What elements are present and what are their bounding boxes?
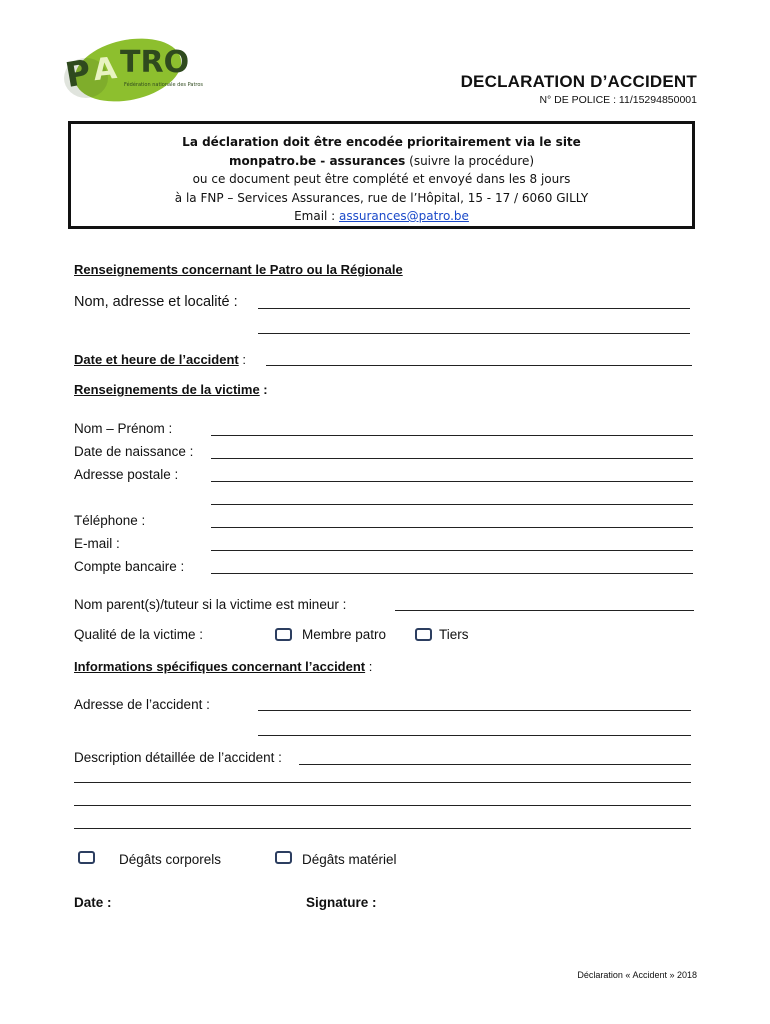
- victim-birth-field[interactable]: [211, 458, 693, 459]
- section-victim-text: Renseignements de la victime: [74, 382, 260, 397]
- police-number: N° DE POLICE : 11/15294850001: [539, 94, 697, 106]
- victim-email-field[interactable]: [211, 550, 693, 551]
- member-option-label: Membre patro: [302, 627, 387, 642]
- victim-address-label: Adresse postale :: [74, 467, 179, 482]
- member-checkbox[interactable]: [275, 628, 292, 641]
- parent-field[interactable]: [395, 610, 694, 611]
- notice-box: [68, 121, 695, 229]
- accident-date-label: [74, 352, 246, 367]
- victim-name-label: Nom – Prénom :: [74, 421, 173, 436]
- third-party-option-label: Tiers: [439, 627, 469, 642]
- description-field-2[interactable]: [74, 782, 691, 783]
- svg-text:TRO: TRO: [120, 45, 190, 80]
- section-accident-title: [74, 659, 372, 674]
- notice-site: monpatro.be - assurances: [228, 153, 406, 168]
- victim-address-field[interactable]: [211, 481, 693, 482]
- victim-bank-label: Compte bancaire :: [74, 559, 185, 574]
- accident-date-text: Date et heure de l’accident: [74, 352, 239, 367]
- patro-logo: [56, 34, 204, 106]
- notice-line-1: La déclaration doit être encodée prioritairement via le site: [182, 135, 581, 149]
- victim-email-label: E-mail :: [74, 536, 120, 551]
- section-patro-title: Renseignements concernant le Patro ou la Régionale: [74, 262, 403, 277]
- section-accident-colon: :: [365, 659, 373, 674]
- email-label: Email :: [294, 209, 340, 223]
- email-link[interactable]: assurances@patro.be: [339, 209, 469, 223]
- body-damage-label: Dégâts corporels: [119, 852, 222, 867]
- notice-line-4: à la FNP – Services Assurances, rue de l’Hôpital, 15 - 17 / 6060 GILLY: [174, 190, 589, 205]
- patro-name-label: Nom, adresse et localité :: [74, 294, 238, 310]
- notice-line-3: ou ce document peut être complété et envoyé dans les 8 jours: [192, 172, 571, 186]
- victim-address-field-2[interactable]: [211, 504, 693, 505]
- page-title: DECLARATION D’ACCIDENT: [460, 72, 697, 91]
- description-field-3[interactable]: [74, 805, 691, 806]
- patro-name-field-2[interactable]: [258, 333, 690, 334]
- patro-name-field[interactable]: [258, 308, 690, 309]
- third-party-checkbox[interactable]: [415, 628, 432, 641]
- victim-phone-field[interactable]: [211, 527, 693, 528]
- date-label: Date :: [74, 895, 112, 910]
- accident-address-field-2[interactable]: [258, 735, 691, 736]
- victim-bank-field[interactable]: [211, 573, 693, 574]
- svg-text:P: P: [62, 52, 94, 96]
- body-damage-checkbox[interactable]: [78, 851, 95, 864]
- section-victim-colon: :: [259, 382, 268, 397]
- notice-line-5: [71, 207, 692, 226]
- accident-date-field[interactable]: [266, 365, 692, 366]
- section-accident-text: Informations spécifiques concernant l’accident: [74, 659, 366, 674]
- signature-label: Signature :: [306, 895, 377, 910]
- accident-address-field[interactable]: [258, 710, 691, 711]
- description-field-4[interactable]: [74, 828, 691, 829]
- footer-text: Déclaration « Accident » 2018: [577, 970, 697, 980]
- victim-phone-label: Téléphone :: [74, 513, 146, 528]
- victim-birth-label: Date de naissance :: [74, 444, 194, 459]
- description-label: Description détaillée de l’accident :: [74, 750, 282, 765]
- notice-procedure: (suivre la procédure): [405, 153, 535, 168]
- material-damage-checkbox[interactable]: [275, 851, 292, 864]
- notice-line-2: [71, 152, 692, 171]
- material-damage-label: Dégâts matériel: [302, 852, 397, 867]
- victim-name-field[interactable]: [211, 435, 693, 436]
- accident-address-label: Adresse de l’accident :: [74, 697, 210, 712]
- accident-date-colon: :: [238, 352, 246, 367]
- svg-text:A: A: [91, 50, 119, 89]
- parent-label: Nom parent(s)/tuteur si la victime est mineur :: [74, 597, 347, 612]
- quality-label: Qualité de la victime :: [74, 627, 204, 642]
- logo-subtext: Fédération nationale des Patros: [124, 82, 204, 88]
- section-victim-title: [74, 382, 268, 397]
- description-field[interactable]: [299, 764, 691, 765]
